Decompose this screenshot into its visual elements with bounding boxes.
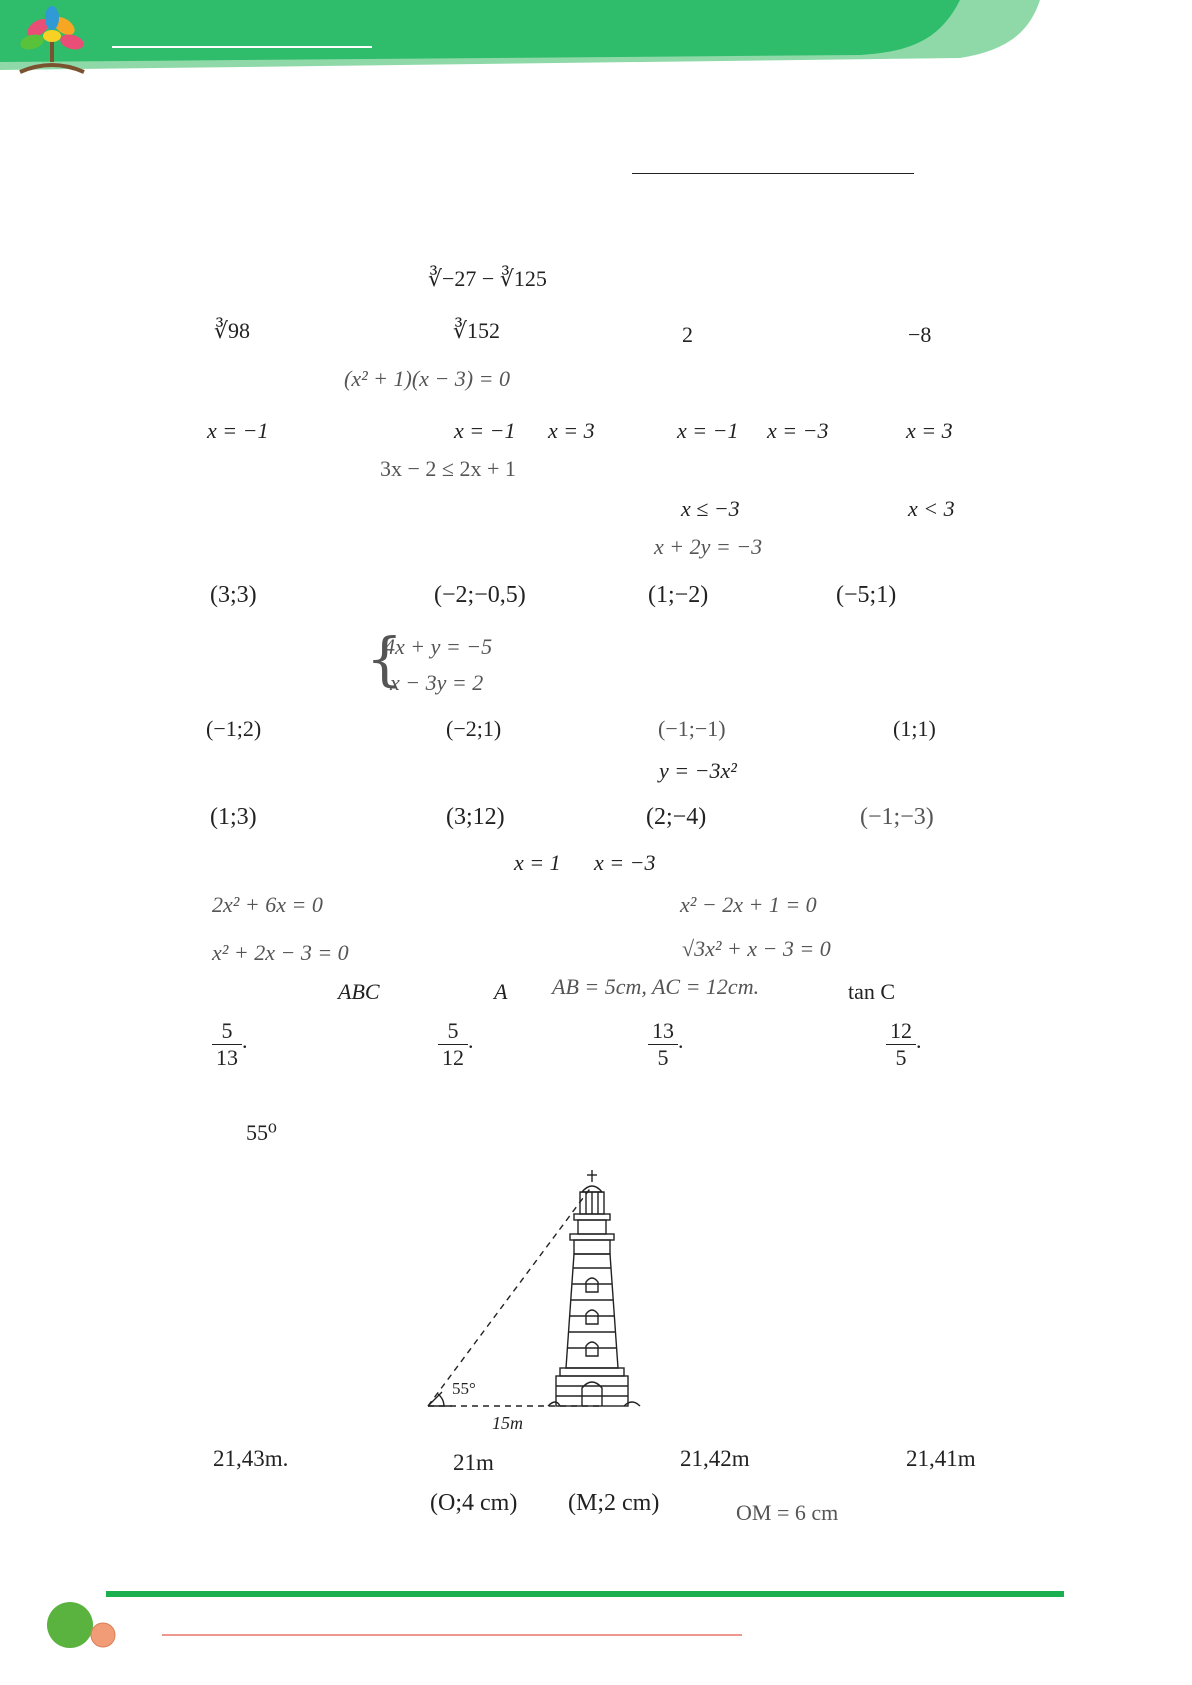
q2-option-c-2: x = −3 xyxy=(767,418,829,443)
q8-b-denominator: 12 xyxy=(442,1045,464,1070)
q9-option-a: 21,43m. xyxy=(213,1446,289,1471)
q7-root-2: x = −3 xyxy=(594,850,656,875)
q8-c-numerator: 13 xyxy=(648,1018,678,1045)
q4-option-c: (1;−2) xyxy=(648,582,709,608)
q8-a-numerator: 5 xyxy=(212,1018,242,1045)
footer-orange-circle-icon xyxy=(91,1623,115,1647)
q10-circle-m: (M;2 cm) xyxy=(568,1490,660,1516)
q6-option-d: (−1;−3) xyxy=(860,804,934,830)
q4-expression: x + 2y = −3 xyxy=(654,534,763,559)
q9-figure-distance: 15m xyxy=(492,1413,523,1433)
q3-expression: 3x − 2 ≤ 2x + 1 xyxy=(380,456,516,481)
q6-option-a: (1;3) xyxy=(210,804,257,830)
q8-option-c: $\frac{13}{5}$ . xyxy=(648,1018,684,1071)
q8-ask xyxy=(848,979,895,1005)
page-header xyxy=(0,0,1192,95)
q8-a-denominator: 13 xyxy=(216,1045,238,1070)
q7-root-1: x = 1 xyxy=(514,850,561,875)
q10-distance: OM = 6 cm xyxy=(736,1500,839,1525)
q7-option-a: 2x² + 6x = 0 xyxy=(212,892,323,917)
q3-option-d: x < 3 xyxy=(908,496,955,521)
q2-expression: (x² + 1)(x − 3) = 0 xyxy=(344,366,510,391)
q8-d-denominator: 5 xyxy=(895,1045,907,1070)
q4-option-d: (−5;1) xyxy=(836,582,897,608)
q6-option-b: (3;12) xyxy=(446,804,505,830)
q9-figure-angle: 55° xyxy=(452,1379,476,1398)
q9-option-b: 21m xyxy=(453,1450,494,1475)
q2-option-b-2: x = 3 xyxy=(548,418,595,443)
q7-option-c: x² + 2x − 3 = 0 xyxy=(212,940,349,965)
q7-option-d: √3x² + x − 3 = 0 xyxy=(682,936,831,961)
q10-circle-o: (O;4 cm) xyxy=(430,1490,518,1516)
q5-option-a: (−1;2) xyxy=(206,716,262,741)
q1-option-c: 2 xyxy=(682,322,693,347)
q8-given: AB = 5cm, AC = 12cm. xyxy=(552,974,760,999)
q8-option-b: $\frac{5}{12}$ . xyxy=(438,1018,474,1071)
title-underline xyxy=(632,173,914,174)
q8-option-d: $\frac{12}{5}$ . xyxy=(886,1018,922,1071)
q8-vertex: A xyxy=(494,979,508,1004)
q8-d-numerator: 12 xyxy=(886,1018,916,1045)
q5-option-d: (1;1) xyxy=(893,716,936,741)
q8-option-a: $\frac{5}{13}$ . xyxy=(212,1018,248,1071)
q9-option-c: 21,42m xyxy=(680,1446,750,1471)
q5-brace: { xyxy=(366,625,403,693)
q1-option-d: −8 xyxy=(908,322,932,347)
footer-green-circle-icon xyxy=(47,1602,93,1648)
q8-c-denominator: 5 xyxy=(657,1045,669,1070)
q1-option-b: ∛152 xyxy=(453,318,501,343)
q5-equation-1: 4x + y = −5 xyxy=(384,634,493,659)
q5-equation-2: x − 3y = 2 xyxy=(390,670,484,695)
q6-option-c: (2;−4) xyxy=(646,804,707,830)
q9-angle: 55⁰ xyxy=(246,1120,277,1145)
q5-option-b: (−2;1) xyxy=(446,716,502,741)
q4-option-b: (−2;−0,5) xyxy=(434,582,526,608)
page-footer xyxy=(0,1575,1192,1685)
q4-option-a: (3;3) xyxy=(210,582,257,608)
q8-triangle: ABC xyxy=(338,979,380,1004)
q1-option-a: ∛98 xyxy=(214,318,251,343)
q8-ask-text: tan C xyxy=(848,979,896,1004)
q2-option-a: x = −1 xyxy=(207,418,269,443)
q7-option-b: x² − 2x + 1 = 0 xyxy=(680,892,817,917)
q8-b-numerator: 5 xyxy=(438,1018,468,1045)
q2-option-b-1: x = −1 xyxy=(454,418,516,443)
q9-option-d: 21,41m xyxy=(906,1446,976,1471)
q1-expression: ∛−27 − ∛125 xyxy=(428,266,547,291)
q6-expression: y = −3x² xyxy=(659,758,737,783)
q2-option-d: x = 3 xyxy=(906,418,953,443)
q5-option-c: (−1;−1) xyxy=(658,716,726,741)
q3-option-c: x ≤ −3 xyxy=(681,496,740,521)
q2-option-c-1: x = −1 xyxy=(677,418,739,443)
